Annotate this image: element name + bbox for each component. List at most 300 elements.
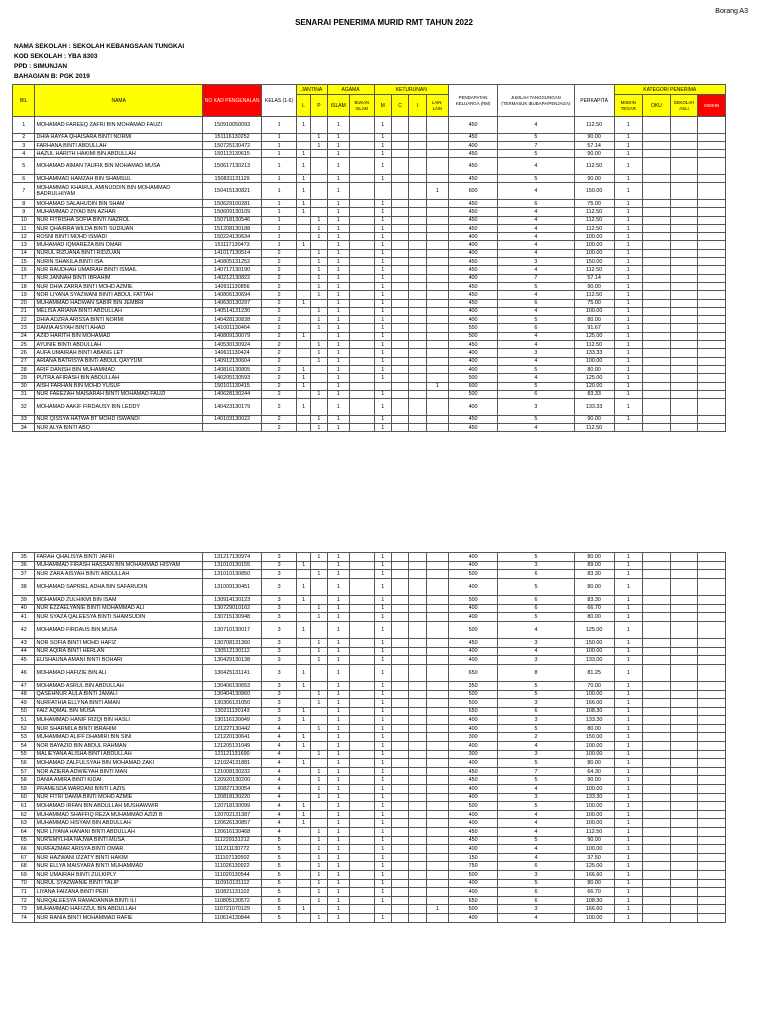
cell-nama: NURUL RIZUANA BINTI RIDZUAN [35, 249, 203, 257]
cell-empty [670, 291, 698, 299]
cell-i [409, 415, 426, 423]
cell-empty [670, 399, 698, 416]
cell-m: 1 [374, 724, 391, 733]
cell-i [409, 621, 426, 638]
cell-i [409, 561, 426, 570]
cell-miskin-tegar: 1 [614, 291, 643, 299]
cell-pendapatan: 400 [449, 716, 498, 725]
cell-l [296, 258, 310, 266]
cell-empty [643, 810, 671, 819]
cell-miskin-tegar: 1 [614, 681, 643, 690]
cell-i [409, 647, 426, 656]
cell-lain [426, 793, 448, 802]
cell-empty [670, 233, 698, 241]
cell-empty [670, 390, 698, 398]
cell-no-kad: 111211130772 [202, 845, 261, 854]
cell-empty [698, 399, 726, 416]
cell-pendapatan: 400 [449, 233, 498, 241]
cell-bukan-islam [350, 604, 375, 613]
cell-no-kad: 140205130593 [202, 374, 261, 382]
cell-nama: MOHAMAD ASRUL BIN ABDULLAH [35, 681, 203, 690]
table-row [13, 759, 726, 768]
cell-lain [426, 216, 448, 224]
cell-c [391, 845, 408, 854]
cell-nama: DAMIA AISYAH BINTI AHAD [35, 324, 203, 332]
cell-lain [426, 604, 448, 613]
cell-nama: PRAMESDA WARDANI BINTI LAZIS [35, 785, 203, 794]
cell-c [391, 836, 408, 845]
table-row [13, 870, 726, 879]
cell-miskin-tegar: 1 [614, 341, 643, 349]
cell-empty [643, 158, 671, 175]
cell-pendapatan: 400 [449, 316, 498, 324]
table-row [13, 604, 726, 613]
cell-no-kad: 131217130974 [202, 553, 261, 562]
cell-lain [426, 241, 448, 249]
cell-bukan-islam [350, 570, 375, 579]
cell-no-kad: 140809130079 [202, 332, 261, 340]
cell-empty [670, 664, 698, 681]
cell-bukan-islam [350, 390, 375, 398]
cell-p: 1 [311, 233, 327, 241]
cell-empty [698, 785, 726, 794]
cell-bukan-islam [350, 759, 375, 768]
cell-empty [670, 733, 698, 742]
cell-islam: 1 [327, 316, 349, 324]
cell-perkapita: 108.30 [574, 896, 614, 905]
table-row [13, 150, 726, 158]
cell-miskin-tegar: 1 [614, 282, 643, 290]
cell-kelas: 4 [262, 759, 297, 768]
cell-p [311, 365, 327, 373]
cell-empty [643, 332, 671, 340]
cell-kelas: 1 [262, 233, 297, 241]
cell-pendapatan: 400 [449, 613, 498, 622]
cell-bukan-islam [350, 258, 375, 266]
cell-empty [698, 613, 726, 622]
cell-bil: 28 [13, 365, 35, 373]
cell-pendapatan: 600 [449, 382, 498, 390]
cell-perkapita: 150.00 [574, 638, 614, 647]
cell-i [409, 656, 426, 665]
cell-miskin-tegar: 1 [614, 699, 643, 708]
cell-miskin-tegar: 1 [614, 896, 643, 905]
cell-pendapatan: 450 [449, 199, 498, 207]
cell-tanggungan: 4 [498, 216, 575, 224]
cell-pendapatan: 500 [449, 332, 498, 340]
cell-kelas: 3 [262, 578, 297, 595]
cell-p [311, 664, 327, 681]
cell-islam: 1 [327, 819, 349, 828]
table-row [13, 724, 726, 733]
cell-pendapatan: 750 [449, 862, 498, 871]
cell-c [391, 415, 408, 423]
cell-i [409, 365, 426, 373]
cell-islam: 1 [327, 274, 349, 282]
cell-nama: MOHAMMAD KHAIRUL AMINUDDIN BIN MOHAMMAD BADRULHIYAM [35, 183, 203, 200]
header-bil: BIL [13, 85, 35, 117]
cell-empty [670, 175, 698, 183]
cell-pendapatan: 650 [449, 707, 498, 716]
cell-pendapatan: 350 [449, 681, 498, 690]
cell-pendapatan: 550 [449, 324, 498, 332]
cell-tanggungan: 5 [498, 578, 575, 595]
cell-m: 1 [374, 341, 391, 349]
cell-c [391, 299, 408, 307]
cell-nama: MELISA ARIANA BINTI ABDULLAH [35, 307, 203, 315]
cell-miskin-tegar: 1 [614, 374, 643, 382]
cell-bukan-islam [350, 316, 375, 324]
cell-lain [426, 853, 448, 862]
cell-no-kad: 130425131141 [202, 664, 261, 681]
cell-kelas: 1 [262, 208, 297, 216]
cell-bukan-islam [350, 810, 375, 819]
table-row [13, 258, 726, 266]
cell-i [409, 845, 426, 854]
cell-bukan-islam [350, 664, 375, 681]
cell-empty [698, 759, 726, 768]
cell-i [409, 604, 426, 613]
cell-empty [698, 913, 726, 922]
cell-empty [670, 332, 698, 340]
cell-p: 1 [311, 341, 327, 349]
table-row [13, 819, 726, 828]
cell-no-kad: 130708131360 [202, 638, 261, 647]
cell-l [296, 879, 310, 888]
cell-kelas: 2 [262, 282, 297, 290]
cell-tanggungan: 4 [498, 341, 575, 349]
cell-m: 1 [374, 399, 391, 416]
cell-pendapatan: 450 [449, 117, 498, 134]
cell-m: 1 [374, 241, 391, 249]
cell-empty [643, 570, 671, 579]
cell-c [391, 604, 408, 613]
cell-tanggungan: 4 [498, 828, 575, 837]
cell-m: 1 [374, 819, 391, 828]
cell-miskin-tegar: 1 [614, 199, 643, 207]
cell-bukan-islam [350, 141, 375, 149]
cell-bukan-islam [350, 158, 375, 175]
cell-pendapatan: 400 [449, 274, 498, 282]
cell-islam: 1 [327, 656, 349, 665]
cell-tanggungan: 4 [498, 913, 575, 922]
cell-lain [426, 647, 448, 656]
cell-pendapatan: 400 [449, 578, 498, 595]
cell-tanggungan: 5 [498, 415, 575, 423]
cell-c [391, 183, 408, 200]
school-name: NAMA SEKOLAH : SEKOLAH KEBANGSAAN TUNGKAI [14, 43, 185, 50]
cell-bukan-islam [350, 656, 375, 665]
cell-kelas: 3 [262, 604, 297, 613]
cell-p: 1 [311, 656, 327, 665]
cell-i [409, 224, 426, 232]
cell-i [409, 716, 426, 725]
cell-nama: MOHAMAD SALAHUDIN BIN SHAM [35, 199, 203, 207]
cell-perkapita: 83.30 [574, 570, 614, 579]
cell-empty [670, 374, 698, 382]
cell-nama: NURFAZMAR ARISYA BINTI OMAR [35, 845, 203, 854]
cell-nama: NURQALEESYA RAMADANNIA BINTI ILI [35, 896, 203, 905]
cell-pendapatan: 450 [449, 299, 498, 307]
cell-empty [670, 266, 698, 274]
cell-bil: 59 [13, 785, 35, 794]
cell-p [311, 199, 327, 207]
cell-p: 1 [311, 604, 327, 613]
cell-l [296, 896, 310, 905]
cell-c [391, 307, 408, 315]
cell-islam: 1 [327, 423, 349, 431]
cell-empty [698, 638, 726, 647]
cell-tanggungan: 6 [498, 707, 575, 716]
cell-bil: 60 [13, 793, 35, 802]
cell-miskin-tegar: 1 [614, 382, 643, 390]
cell-bukan-islam [350, 905, 375, 914]
cell-kelas: 3 [262, 681, 297, 690]
cell-miskin-tegar: 1 [614, 664, 643, 681]
cell-i [409, 879, 426, 888]
cell-empty [670, 793, 698, 802]
cell-m: 1 [374, 282, 391, 290]
header-bukan-islam: BUKAN ISLAM [350, 95, 375, 117]
cell-m: 1 [374, 853, 391, 862]
cell-p: 1 [311, 224, 327, 232]
cell-bil: 26 [13, 349, 35, 357]
cell-empty [698, 133, 726, 141]
cell-empty [698, 716, 726, 725]
cell-islam: 1 [327, 750, 349, 759]
cell-tanggungan: 5 [498, 175, 575, 183]
cell-pendapatan: 500 [449, 374, 498, 382]
cell-miskin-tegar: 1 [614, 638, 643, 647]
header-perkapita: PERKAPITA [574, 85, 614, 117]
cell-p [311, 759, 327, 768]
cell-nama: MUHAMMAD ZIYAD BIN AZHAR [35, 208, 203, 216]
cell-m: 1 [374, 845, 391, 854]
cell-lain [426, 258, 448, 266]
cell-pendapatan: 400 [449, 793, 498, 802]
cell-empty [670, 750, 698, 759]
cell-empty [698, 282, 726, 290]
cell-m: 1 [374, 299, 391, 307]
table-row [13, 349, 726, 357]
cell-perkapita: 100.00 [574, 810, 614, 819]
cell-m: 1 [374, 681, 391, 690]
cell-c [391, 274, 408, 282]
cell-empty [643, 828, 671, 837]
cell-tanggungan: 3 [498, 258, 575, 266]
cell-perkapita: 75.00 [574, 199, 614, 207]
header-m: M [374, 95, 391, 117]
cell-empty [643, 870, 671, 879]
cell-c [391, 810, 408, 819]
cell-bil: 43 [13, 638, 35, 647]
cell-tanggungan: 4 [498, 241, 575, 249]
cell-islam: 1 [327, 374, 349, 382]
cell-tanggungan: 5 [498, 836, 575, 845]
cell-islam: 1 [327, 150, 349, 158]
cell-c [391, 905, 408, 914]
cell-miskin-tegar: 1 [614, 415, 643, 423]
cell-bukan-islam [350, 690, 375, 699]
cell-perkapita: 66.70 [574, 888, 614, 897]
cell-empty [643, 656, 671, 665]
cell-bil: 20 [13, 299, 35, 307]
cell-lain [426, 716, 448, 725]
cell-perkapita: 150.00 [574, 733, 614, 742]
cell-nama: NOR SOFIA BINTI MOHD HAFIZ [35, 638, 203, 647]
cell-lain [426, 819, 448, 828]
cell-islam: 1 [327, 365, 349, 373]
table-row [13, 733, 726, 742]
cell-perkapita: 100.00 [574, 307, 614, 315]
cell-l [296, 638, 310, 647]
cell-m: 1 [374, 216, 391, 224]
table-row [13, 905, 726, 914]
cell-empty [670, 141, 698, 149]
cell-bil: 62 [13, 810, 35, 819]
cell-p: 1 [311, 324, 327, 332]
cell-islam: 1 [327, 905, 349, 914]
cell-c [391, 819, 408, 828]
table-row [13, 341, 726, 349]
table-row [13, 888, 726, 897]
cell-tanggungan: 4 [498, 233, 575, 241]
cell-islam: 1 [327, 349, 349, 357]
cell-bukan-islam [350, 879, 375, 888]
cell-c [391, 233, 408, 241]
cell-i [409, 282, 426, 290]
cell-kelas: 3 [262, 690, 297, 699]
cell-bil: 64 [13, 828, 35, 837]
cell-empty [670, 716, 698, 725]
cell-nama: NUR FITRI DAMIA BINTI MOHD AZMIE [35, 793, 203, 802]
cell-nama: NOR AZIERA ADWIEYAH BINTI MAN [35, 767, 203, 776]
cell-i [409, 117, 426, 134]
cell-lain [426, 349, 448, 357]
cell-lain [426, 199, 448, 207]
cell-miskin-tegar: 1 [614, 707, 643, 716]
cell-pendapatan: 300 [449, 733, 498, 742]
cell-islam: 1 [327, 553, 349, 562]
cell-p [311, 183, 327, 200]
cell-nama: ARIF DANISH BIN MUHAMMAD [35, 365, 203, 373]
cell-m: 1 [374, 828, 391, 837]
cell-c [391, 638, 408, 647]
cell-pendapatan: 450 [449, 150, 498, 158]
cell-islam: 1 [327, 216, 349, 224]
cell-kelas: 1 [262, 150, 297, 158]
table-row [13, 810, 726, 819]
cell-miskin-tegar: 1 [614, 724, 643, 733]
cell-empty [643, 896, 671, 905]
cell-empty [698, 664, 726, 681]
cell-bukan-islam [350, 742, 375, 751]
cell-bil: 15 [13, 258, 35, 266]
cell-empty [643, 423, 671, 431]
cell-empty [698, 604, 726, 613]
cell-bukan-islam [350, 785, 375, 794]
cell-p: 1 [311, 357, 327, 365]
cell-lain [426, 690, 448, 699]
table-row [13, 233, 726, 241]
cell-bil: 3 [13, 141, 35, 149]
cell-c [391, 133, 408, 141]
cell-c [391, 365, 408, 373]
cell-lain [426, 707, 448, 716]
cell-m: 1 [374, 888, 391, 897]
cell-bil: 16 [13, 266, 35, 274]
cell-empty [670, 199, 698, 207]
cell-m: 1 [374, 604, 391, 613]
cell-islam: 1 [327, 793, 349, 802]
cell-empty [643, 224, 671, 232]
table-row [13, 716, 726, 725]
cell-c [391, 913, 408, 922]
cell-c [391, 382, 408, 390]
cell-c [391, 158, 408, 175]
cell-empty [643, 561, 671, 570]
cell-islam: 1 [327, 896, 349, 905]
cell-c [391, 621, 408, 638]
cell-i [409, 681, 426, 690]
cell-c [391, 399, 408, 416]
cell-bil: 49 [13, 699, 35, 708]
cell-c [391, 175, 408, 183]
cell-no-kad: 130429130138 [202, 656, 261, 665]
cell-i [409, 802, 426, 811]
cell-l [296, 888, 310, 897]
cell-m: 1 [374, 759, 391, 768]
cell-lain [426, 759, 448, 768]
cell-no-kad: 140212130822 [202, 274, 261, 282]
cell-l [296, 690, 310, 699]
cell-tanggungan: 4 [498, 307, 575, 315]
cell-p: 1 [311, 423, 327, 431]
cell-tanggungan: 5 [498, 150, 575, 158]
cell-lain [426, 664, 448, 681]
cell-bukan-islam [350, 291, 375, 299]
cell-bil: 17 [13, 274, 35, 282]
cell-nama: NUR'EMYLHIA NAJWA BINTI MUSA [35, 836, 203, 845]
cell-lain [426, 561, 448, 570]
cell-pendapatan: 650 [449, 896, 498, 905]
cell-nama: NUR RAUDHAH UMAIRAH BINTI ISMAIL [35, 266, 203, 274]
cell-kelas: 4 [262, 767, 297, 776]
cell-perkapita: 100.00 [574, 819, 614, 828]
cell-bil: 37 [13, 570, 35, 579]
cell-l: 1 [296, 382, 310, 390]
cell-empty [643, 879, 671, 888]
cell-lain [426, 570, 448, 579]
cell-c [391, 578, 408, 595]
cell-no-kad: 151117130473 [202, 241, 261, 249]
cell-miskin-tegar: 1 [614, 365, 643, 373]
cell-m: 1 [374, 699, 391, 708]
cell-tanggungan: 2 [498, 733, 575, 742]
cell-miskin-tegar: 1 [614, 836, 643, 845]
cell-l: 1 [296, 681, 310, 690]
cell-c [391, 374, 408, 382]
cell-miskin-tegar: 1 [614, 793, 643, 802]
cell-tanggungan: 5 [498, 365, 575, 373]
cell-empty [670, 690, 698, 699]
cell-pendapatan: 400 [449, 399, 498, 416]
header-agama: AGAMA [327, 85, 374, 95]
cell-perkapita: 90.00 [574, 415, 614, 423]
cell-bukan-islam [350, 888, 375, 897]
cell-pendapatan: 450 [449, 776, 498, 785]
cell-perkapita: 125.00 [574, 332, 614, 340]
